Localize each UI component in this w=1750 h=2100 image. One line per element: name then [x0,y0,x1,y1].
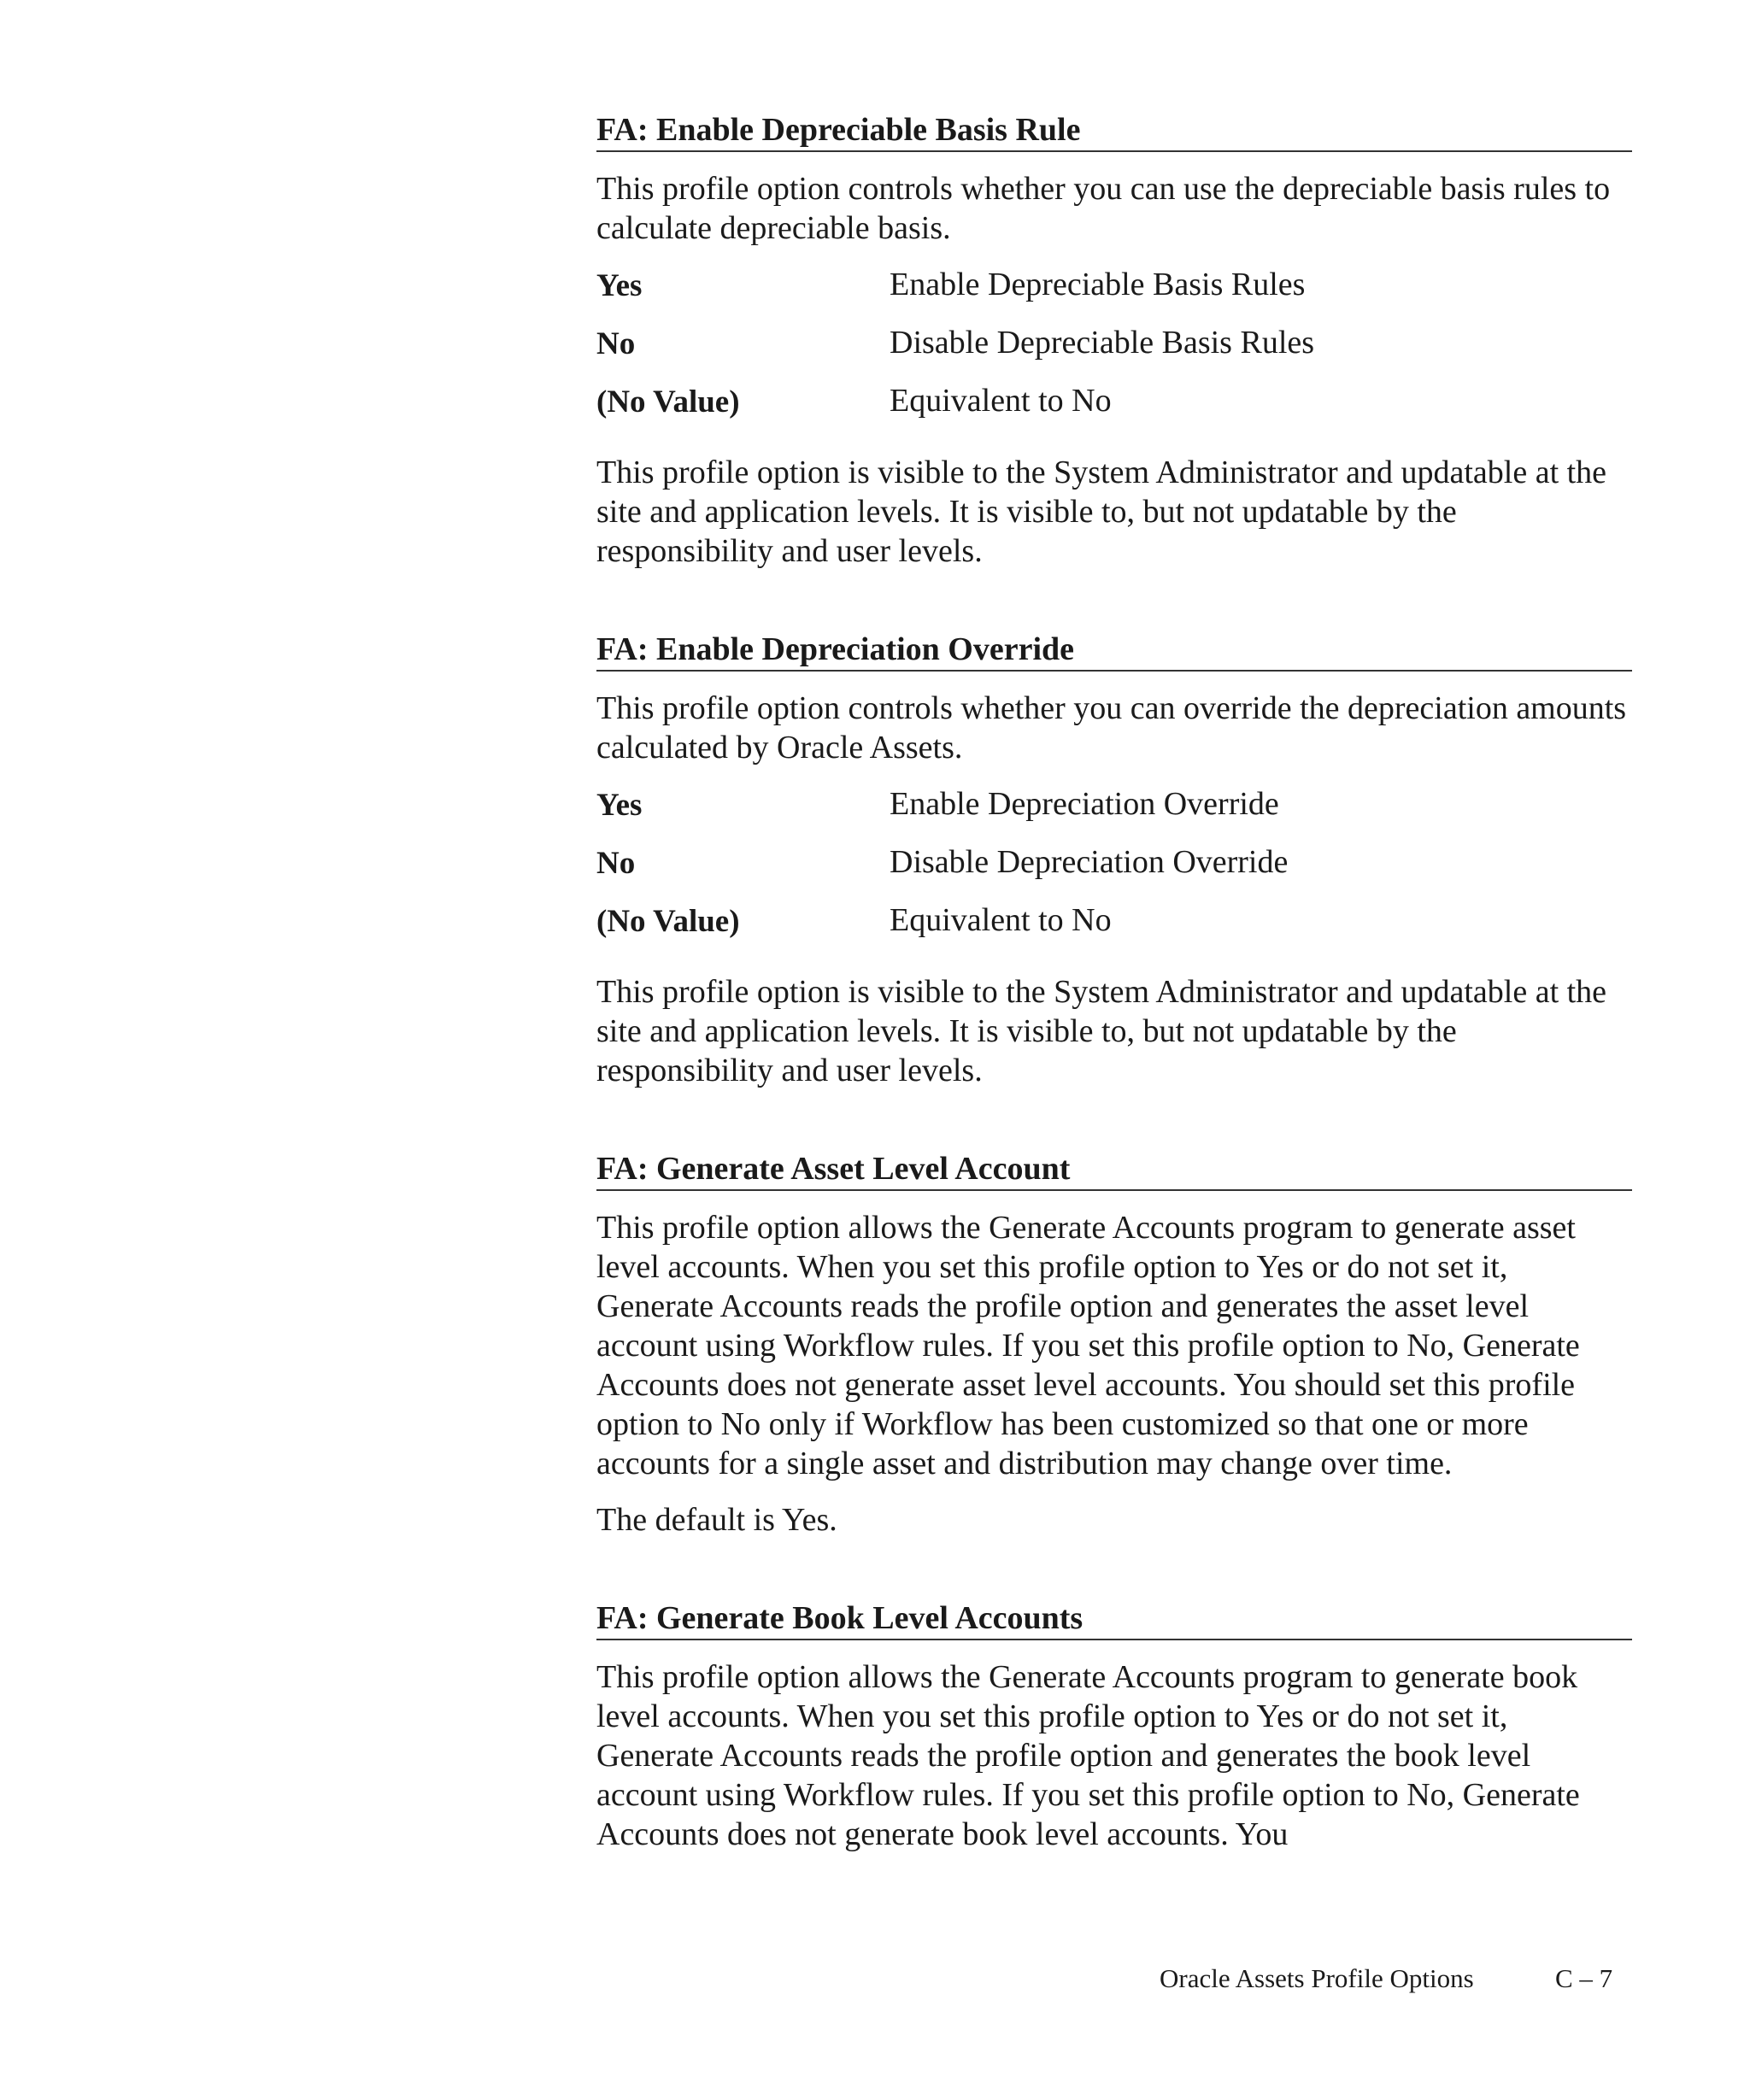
section-heading: FA: Generate Book Level Accounts [596,1599,1632,1640]
section-intro: This profile option controls whether you can use the depreciable basis rules to calculate depreciable basis. [596,171,1611,246]
value-description: Enable Depreciable Basis Rules [890,267,1306,302]
profile-section-depreciation-override [596,631,1632,1090]
value-key: (No Value) [596,384,740,419]
value-description: Equivalent to No [890,902,1112,938]
values-table [596,265,1632,436]
profile-section-depreciable-basis-rule [596,111,1632,571]
value-description: Equivalent to No [890,383,1112,419]
section-heading: FA: Enable Depreciable Basis Rule [596,111,1632,152]
value-row [596,265,1632,323]
section-default-note: The default is Yes. [596,1502,837,1538]
value-description: Disable Depreciation Override [890,844,1289,880]
value-key: (No Value) [596,904,740,939]
value-row [596,900,1632,955]
section-intro: This profile option allows the Generate Accounts program to generate book level accounts. When you set this profile option to Yes or do not set it, Generate Accounts reads the profile option and generates the book level account using Workflow rules. If you set this profile option to No, Generate Accounts does not generate book level accounts. You [596,1659,1580,1852]
section-heading: FA: Enable Depreciation Override [596,631,1632,672]
value-key: Yes [596,268,643,303]
page-content [596,111,1632,1914]
profile-section-generate-asset-level-account [596,1150,1632,1540]
section-visibility-note: This profile option is visible to the System Administrator and updatable at the site and application levels. It is visible to, but not updatable by the responsibility and user levels. [596,974,1607,1088]
value-row [596,381,1632,436]
value-description: Disable Depreciable Basis Rules [890,325,1315,361]
section-intro: This profile option controls whether you can override the depreciation amounts calculated by Oracle Assets. [596,690,1627,766]
section-visibility-note: This profile option is visible to the System Administrator and updatable at the site and application levels. It is visible to, but not updatable by the responsibility and user levels. [596,455,1607,569]
page-number: C – 7 [1555,1963,1613,1993]
profile-section-generate-book-level-accounts [596,1599,1632,1854]
page-footer [0,1962,1750,1996]
footer-title: Oracle Assets Profile Options [1160,1963,1474,1993]
values-table [596,784,1632,955]
value-row [596,842,1632,900]
section-intro: This profile option allows the Generate Accounts program to generate asset level accounts. When you set this profile option to Yes or do not set it, Generate Accounts reads the profile option and generates the asset level account using Workflow rules. If you set this profile option to No, Generate Accounts does not generate asset level accounts. You should set this profile option to No only if Workflow has been customized so that one or more accounts for a single asset and distribution may change over time. [596,1210,1580,1481]
value-description: Enable Depreciation Override [890,786,1279,822]
section-heading: FA: Generate Asset Level Account [596,1150,1632,1191]
value-key: No [596,846,636,881]
value-row [596,784,1632,842]
value-key: No [596,326,636,361]
value-key: Yes [596,788,643,823]
value-row [596,323,1632,381]
